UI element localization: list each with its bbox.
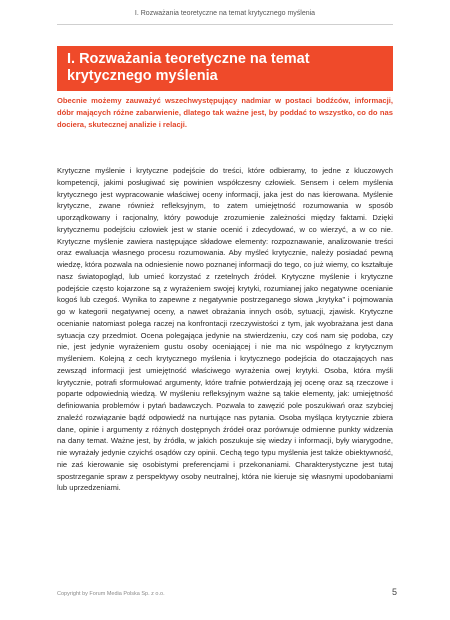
section-title-box	[57, 46, 393, 91]
page-number: 5	[391, 587, 397, 597]
header-divider	[57, 24, 393, 25]
section-title: I. Rozważania teoretyczne na temat krytycznego myślenia	[67, 51, 310, 84]
body-paragraph: Krytyczne myślenie i krytyczne podejście do treści, które odbieramy, to jedne z kluczowych kompetencji, jakimi posługiwać się powinien współczesny człowiek. Sensem i celem myślenia krytycznego jest wypracowanie właściwej oceny informacji, jaka jest do nas kierowana. Myślenie krytyczne, zwane również refleksyjnym, to zatem umiejętność rozumowania w sposób uporządkowany i racjonalny, który powoduje zrozumienie zależności między faktami. Dzięki krytycznemu podejściu człowiek jest w stanie ocenić i zdecydować, w co wierzyć, a w co nie. Krytyczne myślenie zawiera następujące składowe elementy: rozpoznawanie, analizowanie treści oraz ewaluacja własnego procesu rozumowania. Aby myśleć krytycznie, należy posiadać pewną wiedzę, która pozwala na odniesienie nowo poznanej informacji do tego, co już wiemy, co kształtuje nasz światopogląd, lub umieć korzystać z rzetelnych źródeł. Krytyczne myślenie i krytyczne podejście często kojarzone są z wyrażeniem swojej krytyki, rozumianej jako negatywne ocenianie kogoś lub czegoś. Wynika to zapewne z negatywnie postrzeganego słowa „krytyka” i pojmowania go w kategorii negatywnej oceny, a nawet obrażania innych osób, sytuacji, zjawisk. Krytyczne ocenianie natomiast polega raczej na konfrontacji rzeczywistości z tym, jak wyobrażana jest dana sytuacja czy przedmiot. Ocena polegająca jedynie na stwierdzeniu, czy coś nam się podoba, czy nie, jest jedynie wyrażeniem gustu osoby oceniającej i nie ma nic wspólnego z krytycznym myśleniem. Kolejną z cech krytycznego myślenia i krytycznego podejścia do otaczających nas zewsząd informacji jest umiejętność właściwego wyrażenia owej krytyki. Osoba, która myśli krytycznie, potrafi sformułować argumenty, które trafnie potwierdzają jej ocenę oraz są rzeczowe i poparte odpowiednią wiedzą. W myśleniu refleksyjnym ważne są takie elementy, jak: umiejętność definiowania problemów i pytań badawczych. Pozwala to zawęzić pole poszukiwań oraz szybciej znaleźć rozwiązanie bądź odpowiedź na nurtujące nas pytania. Osoba myśląca krytycznie zbiera dane, opinie i argumenty z różnych dostępnych źródeł oraz porównuje odmienne punkty widzenia na dany temat. Ważne jest, by źródła, w jakich poszukuje się wiedzy i informacji, były wiarygodne, nie wyrażały jedynie czyichś osądów czy opinii. Cechą tego typu myślenia jest także obiektywność, nie zaś kierowanie się osobistymi preferencjami i przekonaniami. Charakterystyczne jest tutaj spostrzeganie spraw z perspektywy osoby neutralnej, która nie kieruje się własnymi upodobaniami lub uprzedzeniami.	[57, 166, 393, 493]
lead-paragraph: Obecnie możemy zauważyć wszechwystępujący nadmiar w postaci bodźców, informacji, dóbr mających różne zabarwienie, dlatego tak ważne jest, by poddać to wszystko, co do nas dociera, skutecznej analizie i relacji.	[57, 96, 393, 129]
footer-copyright: Copyright by Forum Media Polska Sp. z o.o.	[57, 591, 165, 597]
running-header: I. Rozważania teoretyczne na temat krytycznego myślenia	[134, 10, 316, 17]
